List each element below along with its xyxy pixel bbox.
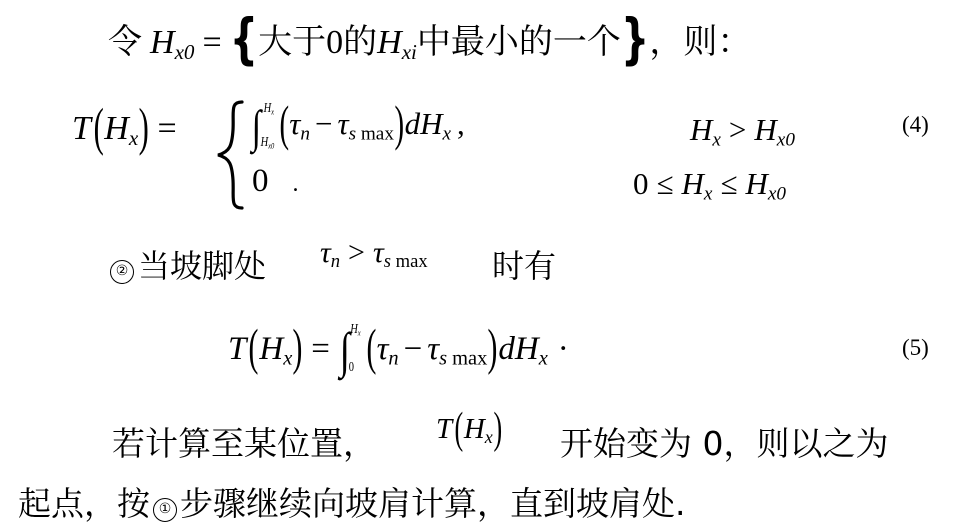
equation-line-4: [228, 320, 569, 378]
integral-upper-limit-2: $H_x$: [350, 322, 361, 338]
line4-tau-s-sub: s max: [439, 347, 488, 370]
line2-case-1-condition: [690, 112, 795, 151]
marker-circle-2: ②: [110, 260, 134, 284]
cond2-H2: H: [745, 166, 768, 201]
line1-brace-close: }: [620, 8, 650, 72]
line4-H-sub: x: [283, 347, 293, 370]
line2-equals: =: [157, 110, 177, 147]
line1-text3: 中最小的一个: [416, 22, 621, 62]
line2-tau-n: τ: [289, 106, 301, 141]
line2-integrand-paren-close: ): [394, 94, 405, 151]
line5-paren-open: (: [454, 403, 464, 454]
line1-zero: 0: [326, 24, 344, 61]
line2-d: d: [404, 106, 421, 141]
line2-tau-s-sub: s max: [348, 123, 394, 145]
line4-integrand-paren-close: ): [487, 320, 498, 377]
case2-value: 0: [252, 163, 269, 199]
line5-paren-close: ): [493, 403, 502, 454]
line3-tau-s: τ: [372, 236, 384, 269]
line1-lead: 令: [108, 22, 142, 62]
line4-paren-close: ): [292, 320, 303, 377]
line4-T: T: [228, 331, 247, 367]
line4-integrand-paren-open: (: [366, 320, 377, 377]
line4-tau-n: τ: [376, 331, 389, 367]
line2-tau-n-sub: n: [300, 123, 310, 145]
line1-text2: 的: [343, 22, 378, 62]
line2-integrand-paren-open: (: [279, 94, 289, 151]
line2-case-2-condition: [633, 166, 786, 205]
line2-tau-s: τ: [337, 106, 349, 141]
line5-T: T: [436, 413, 453, 445]
line4-H: H: [259, 331, 284, 367]
line1-H: H: [150, 24, 175, 61]
equation-line-3: [110, 241, 266, 287]
line4-dH-sub: x: [538, 347, 548, 370]
equation-line-2-lhs: [72, 99, 177, 157]
line2-T: T: [72, 110, 91, 147]
line1-tail: ，则：: [649, 22, 752, 62]
line6-text2: 步骤继续向坡肩计算，直到坡肩处.: [180, 484, 686, 523]
line3-tau-n: τ: [320, 236, 331, 269]
cond2-rel1: ≤: [656, 166, 674, 201]
line3-inline-math: [320, 236, 428, 273]
line1-H2-sub: xi: [401, 39, 417, 64]
line1-equals: =: [202, 24, 222, 61]
cond2-H: H: [681, 166, 704, 201]
line4-tau-s: τ: [427, 331, 440, 367]
integral-sign-2: ∫ $H_x$ 0: [339, 322, 361, 378]
equation-number-5: (5): [902, 335, 929, 360]
line2-dH-sub: x: [442, 123, 452, 145]
line1-H2: H: [377, 24, 402, 61]
paragraph-line-5-part1: 若计算至某位置，: [112, 424, 376, 463]
marker-circle-1: ①: [153, 498, 177, 522]
line2-paren-close: ): [138, 99, 149, 157]
equation-number-4: (4): [902, 112, 929, 137]
cond1-H-sub: x: [712, 129, 721, 151]
line2-H: H: [104, 110, 129, 147]
cond1-H2: H: [754, 112, 777, 147]
line2-paren-open: (: [93, 99, 104, 157]
cond2-left: 0: [633, 166, 649, 201]
line2-minus: −: [314, 106, 333, 141]
line2-dH: H: [420, 106, 443, 141]
integral-lower-limit-2: 0: [348, 360, 354, 375]
paragraph-line-6: [18, 478, 686, 525]
line2-H-sub: x: [128, 125, 139, 150]
line2-comma: ,: [457, 106, 465, 141]
cond2-H-sub: x: [703, 183, 713, 205]
cond1-rel: >: [728, 112, 747, 147]
line5-H-sub: x: [484, 427, 493, 448]
line3-rel: >: [348, 236, 365, 269]
line2-case-1: [250, 94, 465, 152]
line4-minus: −: [403, 331, 423, 367]
line2-case-2: [252, 163, 299, 200]
line1-brace-open: {: [229, 8, 259, 72]
line3-tau-n-sub: n: [330, 251, 341, 273]
cond1-H: H: [690, 112, 713, 147]
line3-tau-s-sub: s max: [383, 251, 428, 273]
line2-cases-brace: [212, 100, 252, 210]
paragraph-line-5-math: [436, 403, 502, 454]
cond1-H2-sub: x0: [776, 129, 795, 151]
line4-d: d: [498, 331, 515, 367]
line4-dH: H: [514, 331, 539, 367]
line1-text1: 大于: [258, 22, 327, 62]
line3-text2: 时有: [492, 247, 557, 285]
cond2-H2-sub: x0: [767, 183, 786, 205]
line4-paren-open: (: [248, 320, 259, 377]
cond2-rel2: ≤: [720, 166, 738, 201]
line4-tau-n-sub: n: [388, 347, 399, 370]
line5-H: H: [463, 413, 485, 445]
integral-upper-limit-1: $H_x$: [263, 101, 275, 117]
paragraph-line-5-part2: 开始变为 0，则以之为: [560, 424, 889, 463]
integral-sign-1: ∫ $H_x$ $H_{x0}$: [251, 101, 275, 152]
case2-dot: .: [292, 171, 299, 197]
cases-brace-icon: [212, 100, 252, 210]
integral-lower-limit-1: $H_{x0}$: [260, 134, 275, 151]
line6-text1: 起点，按: [18, 484, 150, 523]
line4-period: ·: [557, 331, 569, 367]
equation-line-1: [108, 8, 752, 72]
line4-equals: =: [311, 331, 330, 367]
line1-H-sub: x0: [174, 39, 195, 64]
line3-text1: 当坡脚处: [138, 247, 267, 285]
